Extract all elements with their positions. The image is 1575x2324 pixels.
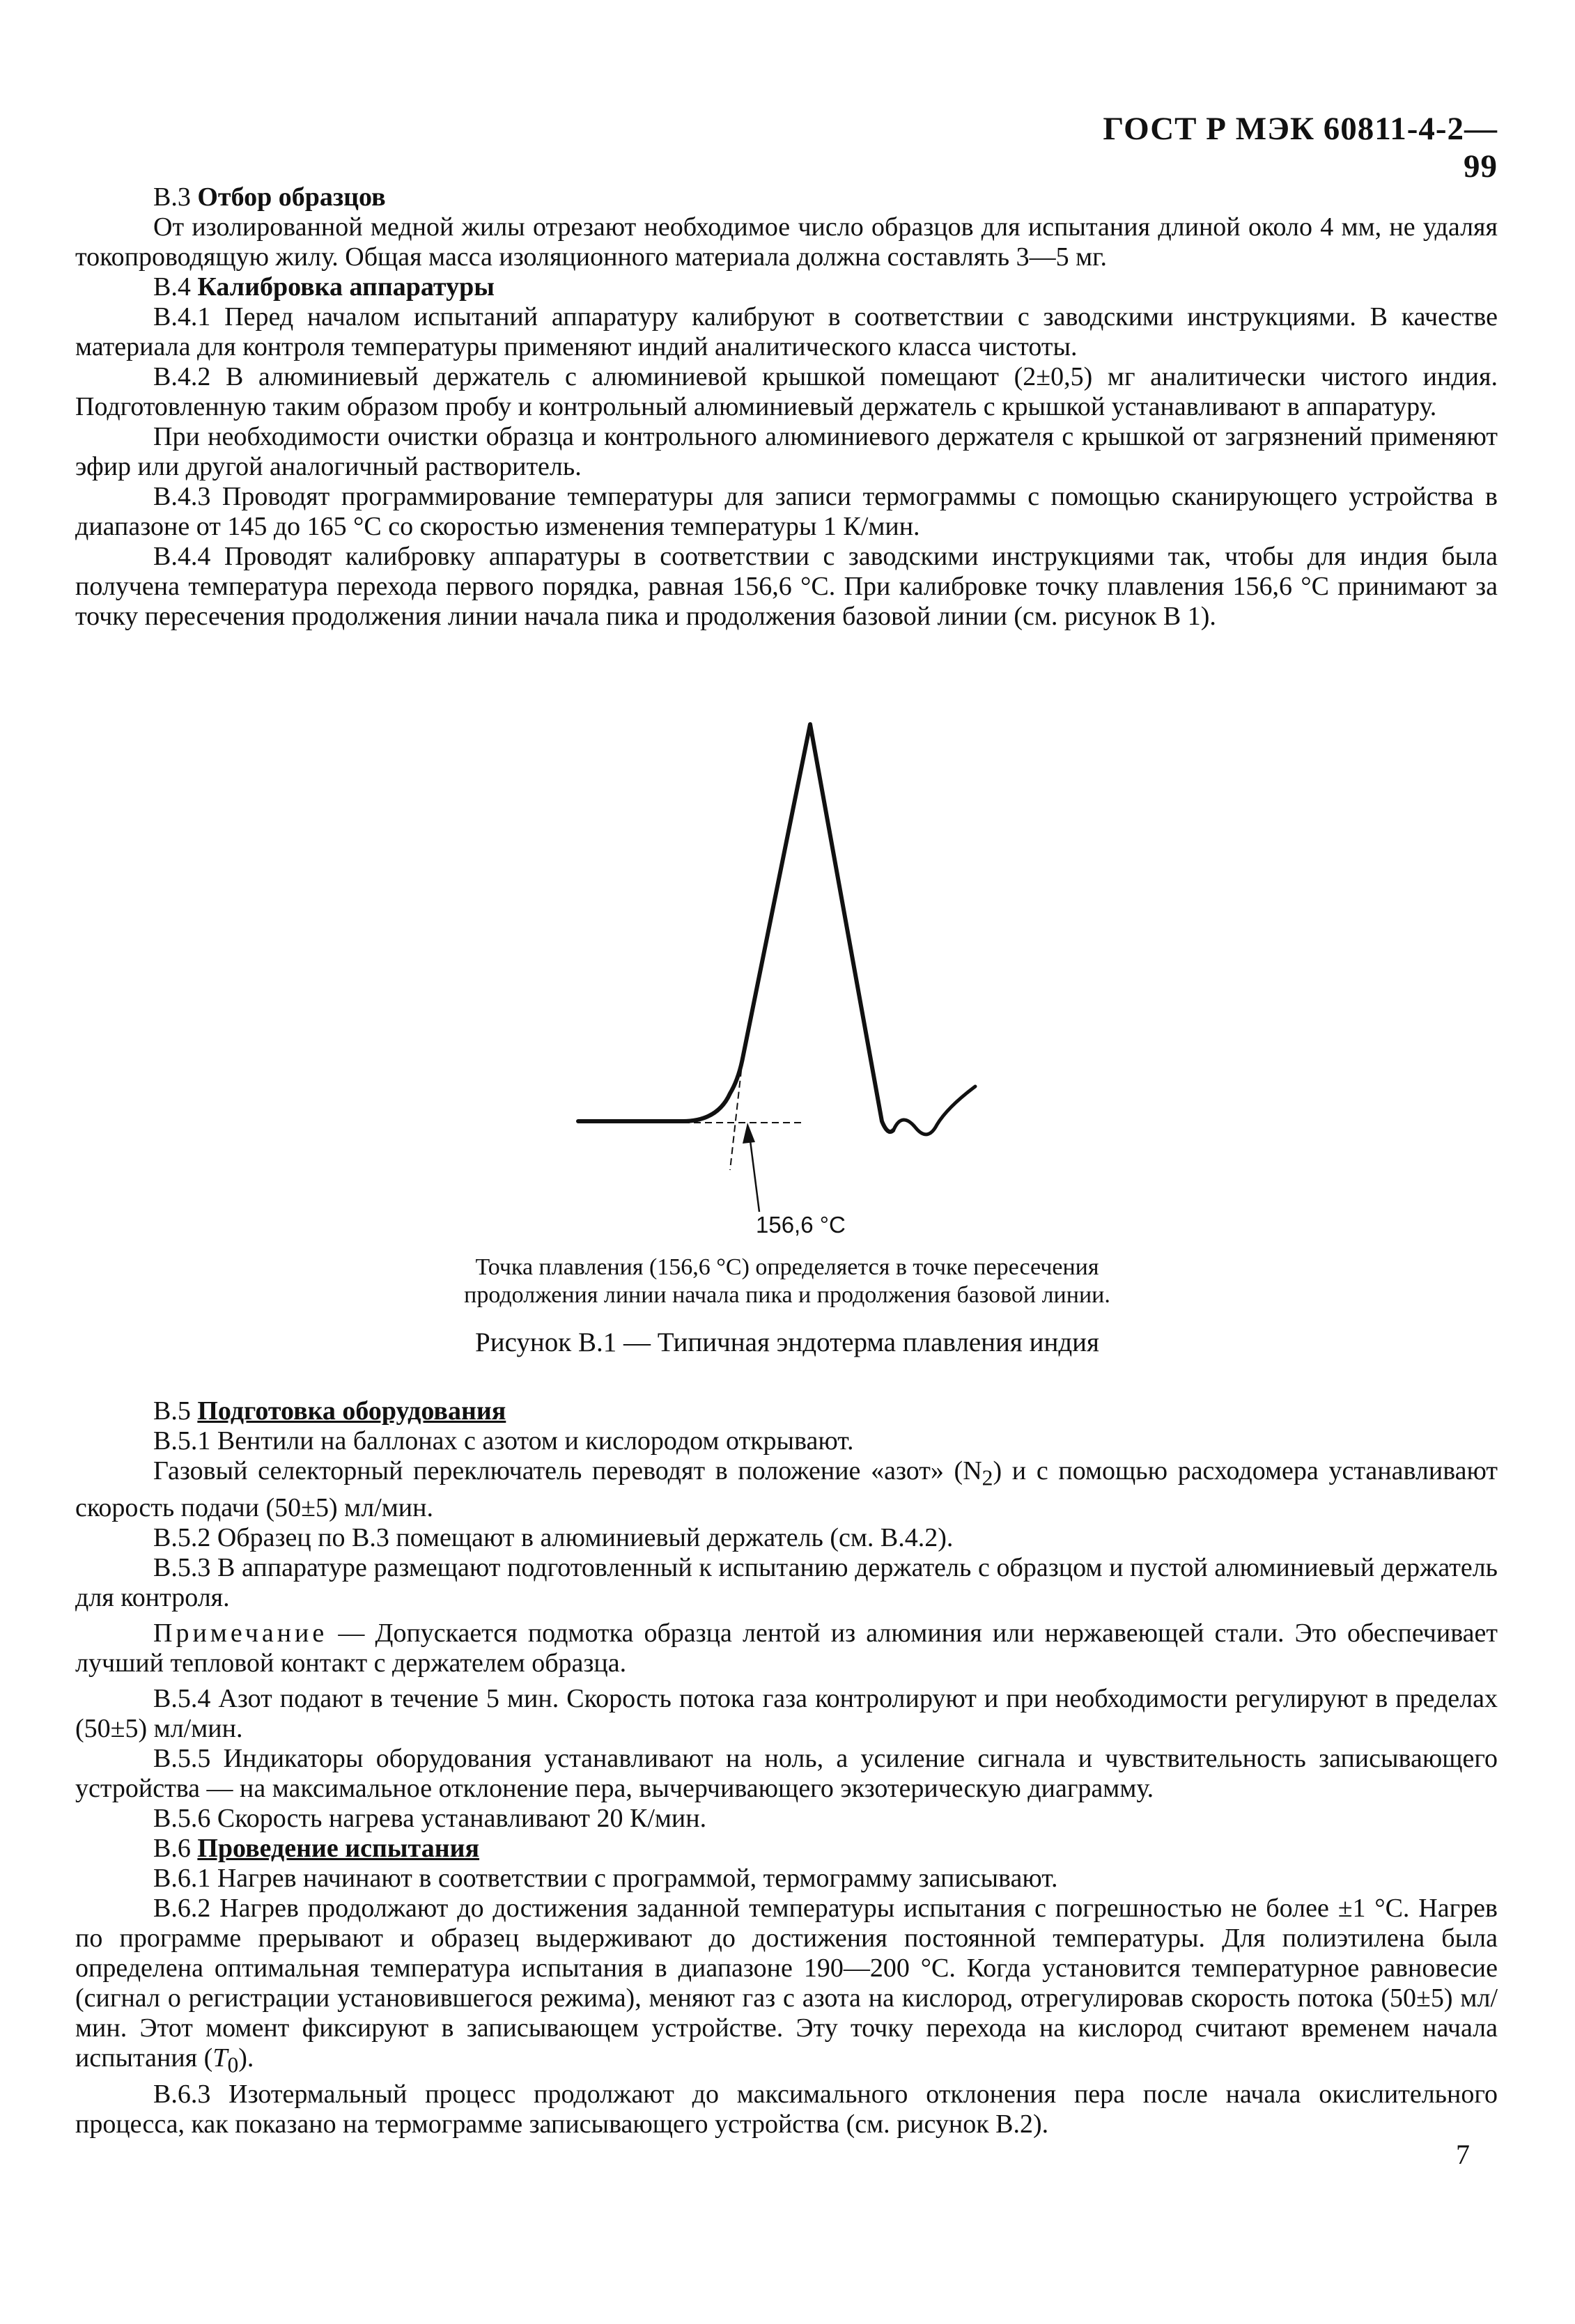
section-b5-heading: В.5 Подготовка оборудования: [153, 1396, 506, 1426]
paragraph-b4-2-cont: При необходимости очистки образца и контрольного алюминиевого держателя с крышкой от загрязнений применяют эфир или другой аналогичный растворитель.: [75, 422, 1498, 481]
paragraph-b5-6: В.5.6 Скорость нагрева устанавливают 20 К/мин.: [153, 1803, 707, 1833]
paragraph-b4-2: В.4.2 В алюминиевый держатель с алюминиевой крышкой помещают (2±0,5) мг аналитически чистого индия. Подготовленную таким образом пробу и контрольный алюминиевый держатель с крышкой устанавливают в аппаратуру.: [75, 362, 1498, 421]
section-b5-title: Подготовка оборудования: [197, 1396, 506, 1426]
paragraph-b5-1: В.5.1 Вентили на баллонах с азотом и кислородом открывают.: [153, 1426, 854, 1456]
section-b6-title: Проведение испытания: [197, 1833, 480, 1863]
figure-title: Рисунок В.1 — Типичная эндотерма плавления индия: [475, 1327, 1099, 1357]
page-number: 7: [1456, 2139, 1470, 2170]
paragraph-b5-3: В.5.3 В аппаратуре размещают подготовленный к испытанию держатель с образцом и пустой алюминиевый держатель для контроля.: [75, 1552, 1498, 1612]
peak-curve: [743, 724, 894, 1132]
section-b3-text: От изолированной медной жилы отрезают необходимое число образцов для испытания длиной около 4 мм, не удаляя токопроводящую жилу. Общая масса изоляционного материала должна составлять 3—5 мг.: [75, 212, 1498, 272]
baseline-curve: [578, 1059, 743, 1121]
paragraph-b4-3: В.4.3 Проводят программирование температуры для записи термограммы с помощью сканирующего устройства в диапазоне от 145 до 165 °С со скоростью изменения температуры 1 К/мин.: [75, 482, 1498, 541]
paragraph-b5-1-cont: Газовый селекторный переключатель переводят в положение «азот» $(N_2)$ и с помощью расходомера устанавливают скорость подачи (50±5) мл/мин.: [75, 1456, 1498, 1522]
section-b3-title: Отбор образцов: [197, 182, 386, 212]
paragraph-b5-4: В.5.4 Азот подают в течение 5 мин. Скорость потока газа контролируют и при необходимости регулируют в пределах (50±5) мл/мин.: [75, 1683, 1498, 1743]
endotherm-figure: [543, 717, 1031, 1247]
section-b3-heading: В.3 Отбор образцов: [153, 182, 386, 212]
paragraph-b4-1: В.4.1 Перед началом испытаний аппаратуру калибруют в соответствии с заводскими инструкциями. В качестве материала для контроля температуры применяют индий аналитического класса чистоты.: [75, 302, 1498, 361]
text-block-bottom: [75, 1396, 1498, 2139]
paragraph-b6-1: В.6.1 Нагрев начинают в соответствии с программой, термограмму записывают.: [153, 1863, 1058, 1893]
section-b4-heading: В.4 Калибровка аппаратуры: [153, 272, 495, 302]
paragraph-b5-5: В.5.5 Индикаторы оборудования устанавливают на ноль, а усиление сигнала и чувствительность записывающего устройства — на максимальное отклонение пера, вычерчивающего экзотерическую диаграмму.: [75, 1743, 1498, 1803]
tail-curve: [894, 1086, 975, 1134]
section-b6-heading: В.6 Проведение испытания: [153, 1833, 480, 1863]
pointer-arrowhead: [743, 1123, 755, 1144]
document-header: ГОСТ Р МЭК 60811-4-2—99: [1103, 111, 1498, 185]
paragraph-b4-4: В.4.4 Проводят калибровку аппаратуры в соответствии с заводскими инструкциями так, чтобы для индия была получена температура перехода первого порядка, равная 156,6 °С. При калибровке точку плавления 156,6 °С принимают за точку пересечения продолжения линии начала пика и продолжения базовой линии (см. рисунок В 1).: [75, 542, 1498, 631]
melting-point-label: 156,6 °C: [756, 1212, 846, 1238]
paragraph-b6-3: В.6.3 Изотермальный процесс продолжают до максимального отклонения пера после начала окислительного процесса, как показано на термограмме записывающего устройства (см. рисунок В.2).: [75, 2080, 1498, 2139]
pointer-line: [750, 1135, 759, 1212]
figure-caption: Точка плавления (156,6 °С) определяется в точке пересечения продолжения линии начала пика и продолжения базовой линии.: [464, 1254, 1110, 1308]
paragraph-b6-2: В.6.2 Нагрев продолжают до достижения заданной температуры испытания с погрешностью не более ±1 °С. Нагрев по программе прерывают и образец выдерживают до достижения постоянной температуры. Для полиэтилена была определена оптимальная температура испытания в диапазоне 190—200 °С. Когда установится температурное равновесие (сигнал о регистрации установившегося режима), меняют газ с азота на кислород, отрегулировав скорость потока (50±5) мл/мин. Этот момент фиксируют в записывающем устройстве. Эту точку перехода на кислород считают временем начала испытания $(T_0)$.: [75, 1893, 1498, 2077]
note-label: Примечание: [153, 1618, 328, 1648]
text-block-top: [75, 182, 1498, 632]
paragraph-b5-2: В.5.2 Образец по В.3 помещают в алюминиевый держатель (см. В.4.2).: [153, 1522, 954, 1552]
note: Примечание — Допускается подмотка образца лентой из алюминия или нержавеющей стали. Это обеспечивает лучший тепловой контакт с держателем образца.: [75, 1618, 1498, 1678]
section-b4-title: Калибровка аппаратуры: [197, 272, 495, 302]
